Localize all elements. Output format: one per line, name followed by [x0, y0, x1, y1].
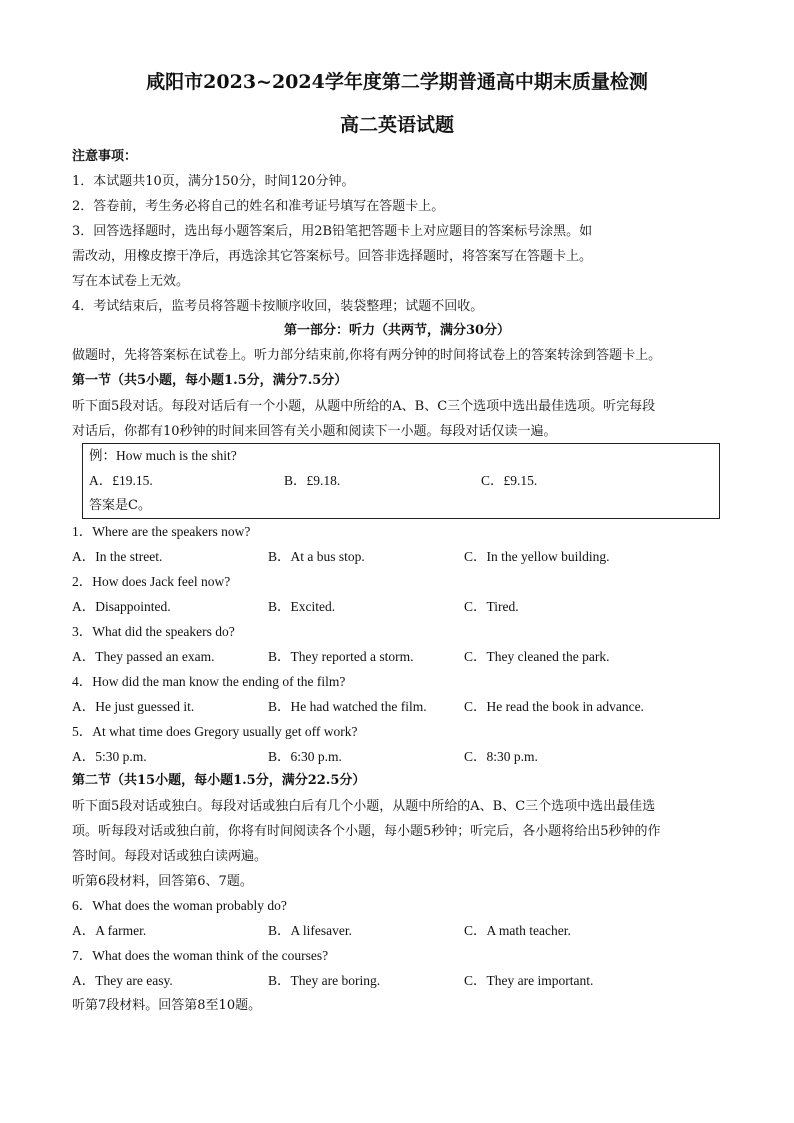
- notice-item-3-line-3: 写在本试卷上无效。: [72, 274, 190, 289]
- notice-item-2: 2．答卷前，考生务必将自己的姓名和准考证号填写在答题卡上。: [72, 199, 445, 214]
- part1-intro: 做题时，先将答案标在试卷上。听力部分结束前,你将有两分钟的时间将试卷上的答案转涂到答题卡上。: [72, 348, 662, 363]
- example-answer: 答案是C。: [89, 498, 151, 513]
- question-4: 4．How did the man know the ending of the film?: [72, 674, 346, 689]
- notice-item-3-line-2: 需改动，用橡皮擦干净后，再选涂其它答案标号。回答非选择题时，将答案写在答题卡上。: [72, 249, 593, 264]
- question-4-option-c: C．He read the book in advance.: [464, 699, 644, 714]
- material-7-instruction: 听第7段材料。回答第8至10题。: [72, 998, 262, 1013]
- question-4-option-a: A．He just guessed it.: [72, 699, 195, 714]
- question-1-option-b: B．At a bus stop.: [268, 549, 365, 564]
- notice-item-3-line-1: 3．回答选择题时，选出每小题答案后，用2B铅笔把答题卡上对应题目的答案标号涂黑。如: [72, 224, 593, 239]
- question-7-option-a: A．They are easy.: [72, 973, 173, 988]
- example-option-c: C．£9.15.: [481, 473, 538, 488]
- question-7-option-b: B．They are boring.: [268, 973, 381, 988]
- question-7-option-c: C．They are important.: [464, 973, 594, 988]
- question-7: 7．What does the woman think of the courses?: [72, 948, 329, 963]
- part1-heading: 第一部分：听力（共两节，满分30分）: [283, 323, 511, 338]
- question-6: 6．What does the woman probably do?: [72, 898, 287, 913]
- example-question: 例：How much is the shit?: [89, 448, 237, 463]
- question-1-option-c: C．In the yellow building.: [464, 549, 610, 564]
- question-4-option-b: B．He had watched the film.: [268, 699, 427, 714]
- question-2: 2．How does Jack feel now?: [72, 574, 231, 589]
- question-1: 1．Where are the speakers now?: [72, 524, 251, 539]
- section1-heading: 第一节（共5小题，每小题1.5分，满分7.5分）: [72, 373, 348, 388]
- notice-heading: 注意事项：: [72, 149, 138, 164]
- question-1-option-a: A．In the street.: [72, 549, 163, 564]
- material-6-instruction: 听第6段材料，回答第6、7题。: [72, 874, 253, 889]
- section2-intro-line-2: 项。听每段对话或独白前，你将有时间阅读各个小题，每小题5秒钟；听完后，各小题将给出5秒钟的作: [72, 824, 661, 839]
- section2-intro-line-1: 听下面5段对话或独白。每段对话或独白后有几个小题，从题中所给的A、B、C三个选项中选出最佳选: [72, 799, 656, 814]
- question-6-option-a: A．A farmer.: [72, 923, 147, 938]
- question-2-option-b: B．Excited.: [268, 599, 336, 614]
- question-2-option-c: C．Tired.: [464, 599, 519, 614]
- question-5-option-c: C．8:30 p.m.: [464, 749, 538, 764]
- example-option-b: B．£9.18.: [284, 473, 341, 488]
- section1-intro-line-2: 对话后，你都有10秒钟的时间来回答有关小题和阅读下一小题。每段对话仅读一遍。: [72, 424, 557, 439]
- question-3: 3．What did the speakers do?: [72, 624, 235, 639]
- example-option-a: A．£19.15.: [89, 473, 153, 488]
- question-5-option-a: A．5:30 p.m.: [72, 749, 147, 764]
- question-6-option-c: C．A math teacher.: [464, 923, 571, 938]
- question-3-option-a: A．They passed an exam.: [72, 649, 215, 664]
- section1-intro-line-1: 听下面5段对话。每段对话后有一个小题，从题中所给的A、B、C三个选项中选出最佳选项。听完每段: [72, 399, 656, 414]
- exam-title: 咸阳市2023~2024学年度第二学期普通高中期末质量检测: [146, 71, 648, 93]
- question-3-option-c: C．They cleaned the park.: [464, 649, 610, 664]
- notice-item-1: 1．本试题共10页，满分150分，时间120分钟。: [72, 174, 355, 189]
- question-2-option-a: A．Disappointed.: [72, 599, 171, 614]
- section2-heading: 第二节（共15小题，每小题1.5分，满分22.5分）: [72, 773, 366, 788]
- question-5-option-b: B．6:30 p.m.: [268, 749, 342, 764]
- section2-intro-line-3: 答时间。每段对话或独白读两遍。: [72, 849, 268, 864]
- question-3-option-b: B．They reported a storm.: [268, 649, 414, 664]
- exam-subtitle: 高二英语试题: [339, 114, 454, 136]
- question-6-option-b: B．A lifesaver.: [268, 923, 352, 938]
- question-5: 5．At what time does Gregory usually get off work?: [72, 724, 358, 739]
- notice-item-4: 4．考试结束后，监考员将答题卡按顺序收回，装袋整理；试题不回收。: [72, 299, 484, 314]
